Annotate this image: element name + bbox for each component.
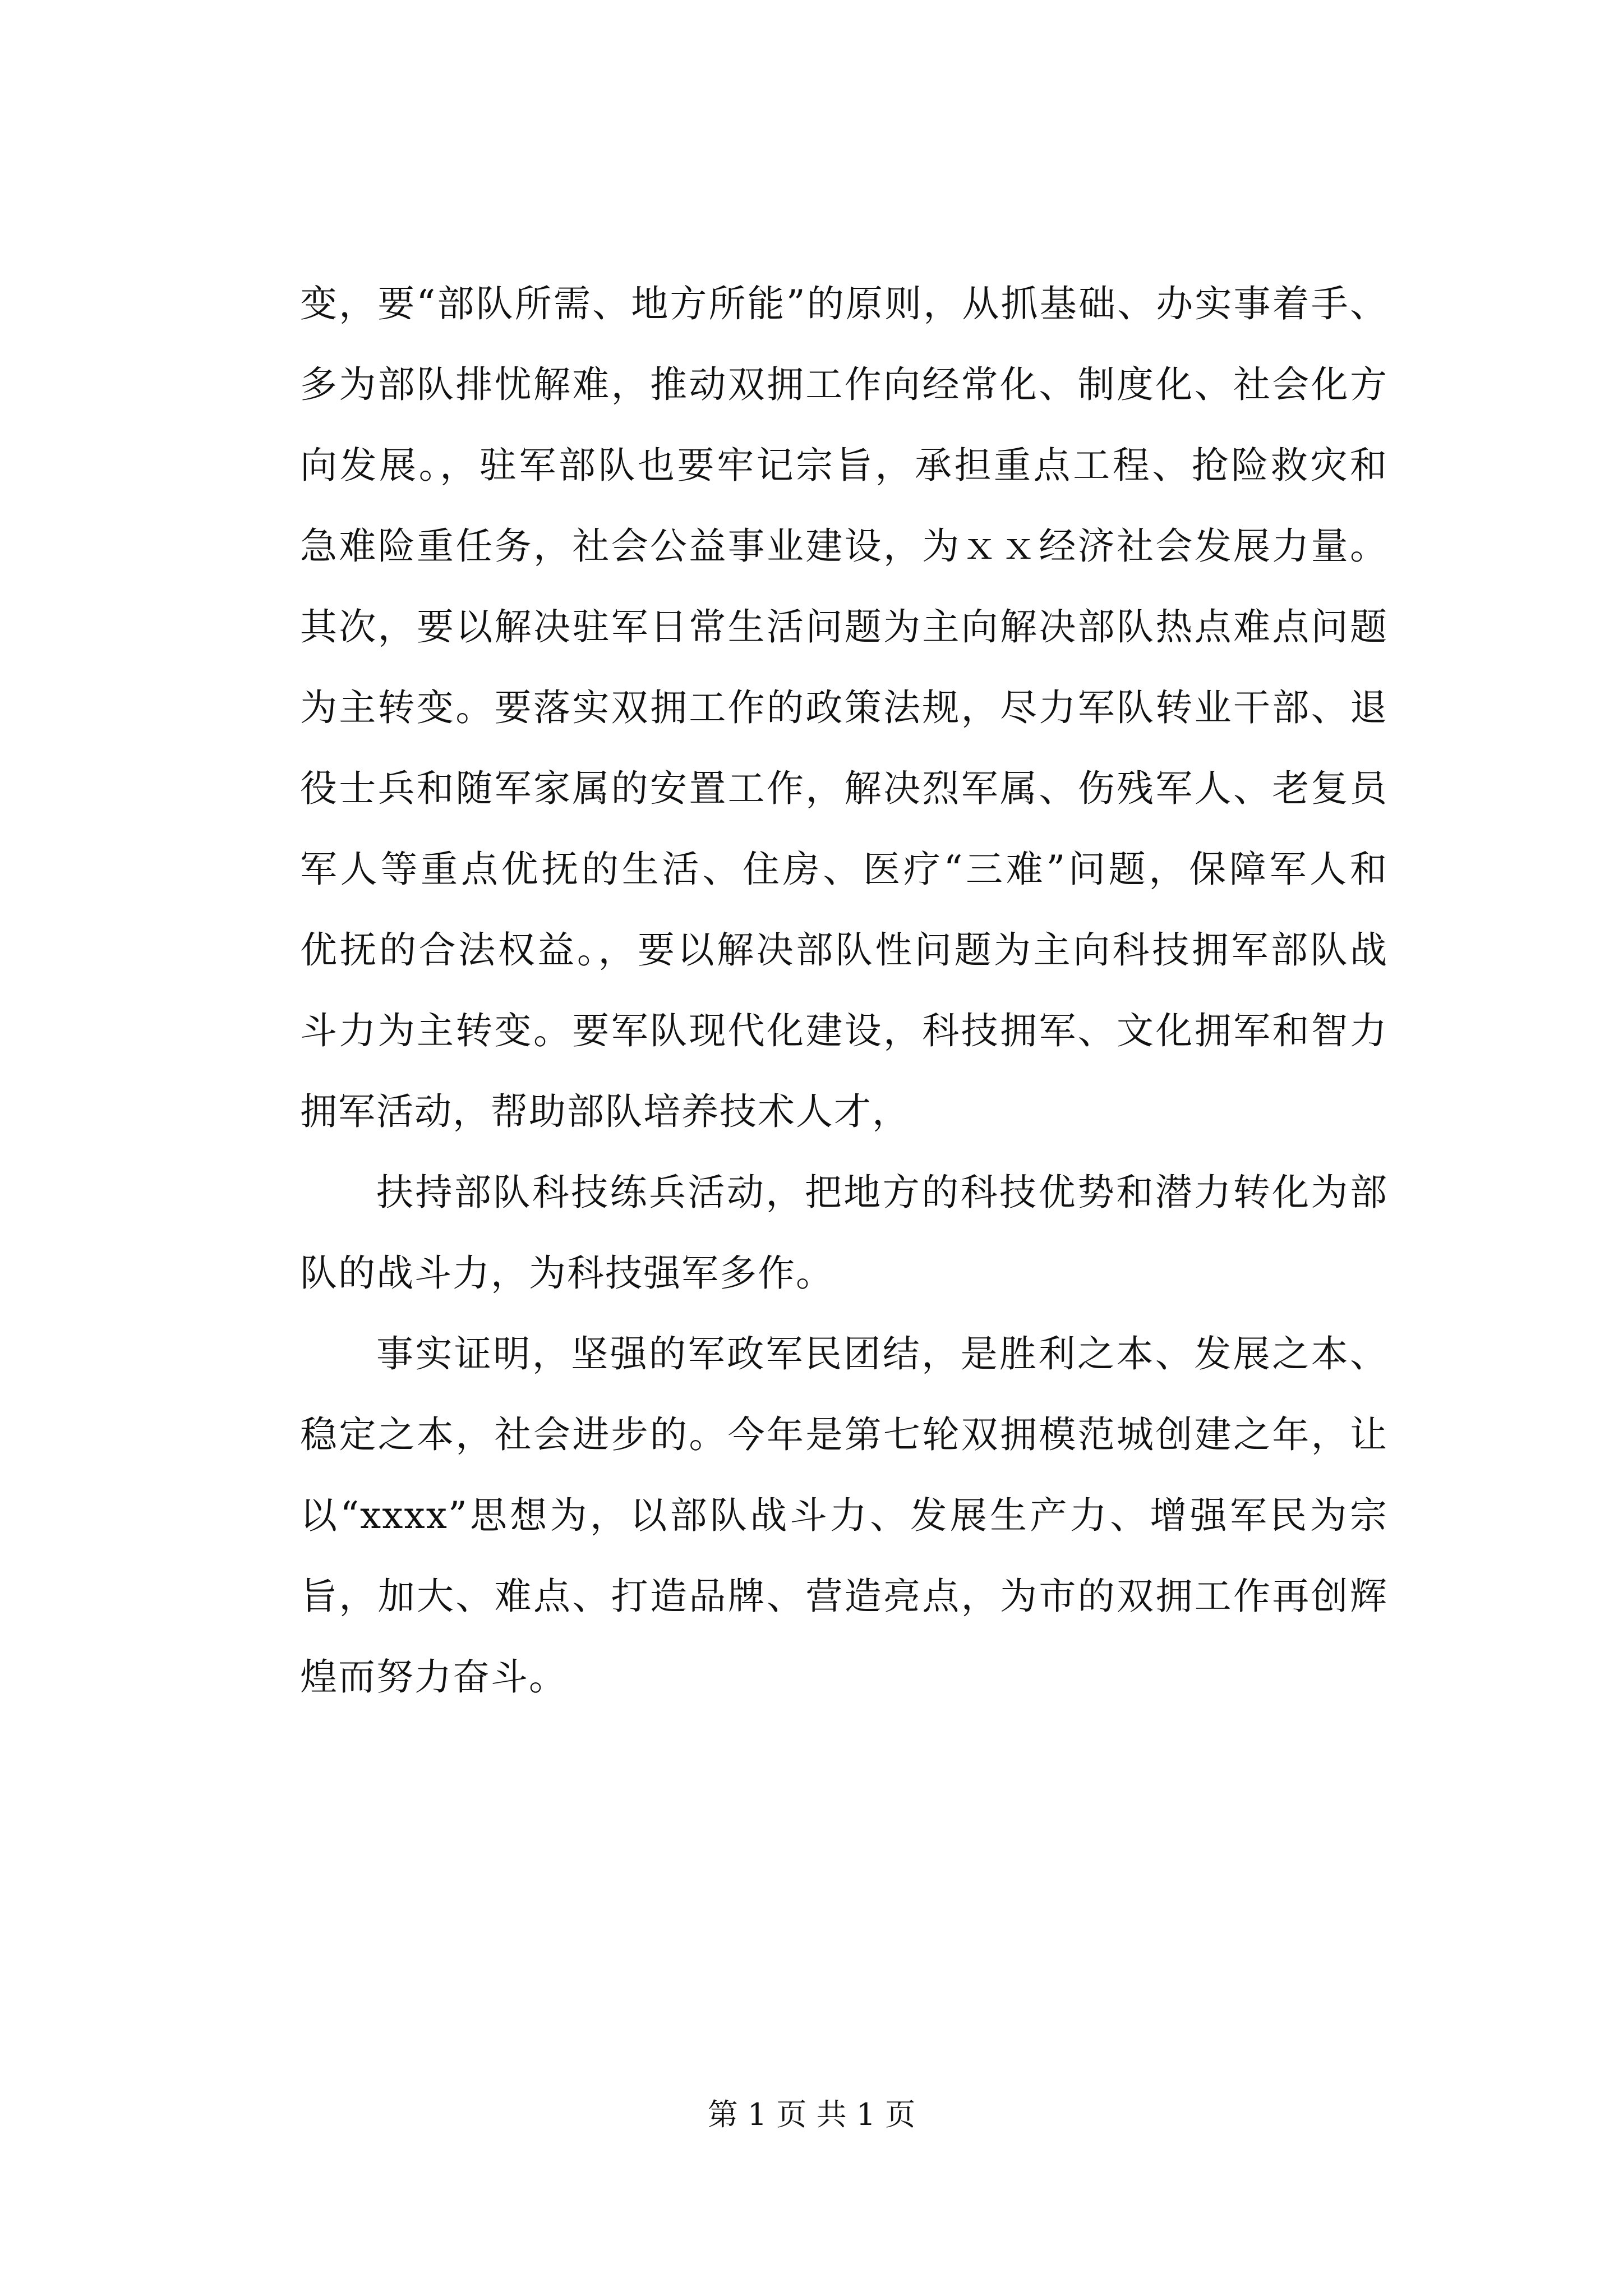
text-line: 多为部队排忧解难，推动双拥工作向经常化、制度化、社会化方 [300, 363, 1388, 406]
page-footer: 第 1 页 共 1 页 [707, 2097, 916, 2132]
paragraph-2 [300, 1152, 1388, 1314]
text-line: 事实证明，坚强的军政军民团结，是胜利之本、发展之本、 [376, 1332, 1388, 1375]
text-line: 其次，要以解决驻军日常生活问题为主向解决部队热点难点问题 [300, 605, 1388, 648]
text-line: 军人等重点优抚的生活、住房、医疗“三难”问题，保障军人和 [300, 848, 1388, 891]
text-line: 队的战斗力，为科技强军多作。 [300, 1251, 834, 1295]
text-line: 斗力为主转变。要军队现代化建设，科技拥军、文化拥军和智力 [300, 1009, 1388, 1052]
text-line: 拥军活动，帮助部队培养技术人才， [300, 1090, 910, 1133]
paragraph-1 [300, 264, 1388, 1152]
text-line: 以“xxxx”思想为，以部队战斗力、发展生产力、增强军民为宗 [300, 1494, 1388, 1537]
text-line: 为主转变。要落实双拥工作的政策法规，尽力军队转业干部、退 [300, 686, 1388, 729]
text-line: 急难险重任务，社会公益事业建设，为ｘｘ经济社会发展力量。 [300, 524, 1388, 568]
text-line: 变，要“部队所需、地方所能”的原则，从抓基础、办实事着手、 [300, 282, 1388, 325]
text-line: 稳定之本，社会进步的。今年是第七轮双拥模范城创建之年，让 [300, 1413, 1388, 1456]
paragraph-3 [300, 1314, 1388, 1718]
text-line: 扶持部队科技练兵活动，把地方的科技优势和潜力转化为部 [376, 1171, 1388, 1214]
text-line: 役士兵和随军家属的安置工作，解决烈军属、伤残军人、老复员 [300, 767, 1388, 810]
document-body [300, 264, 1388, 1718]
text-line: 煌而努力奋斗。 [300, 1655, 567, 1699]
text-line: 优抚的合法权益。，要以解决部队性问题为主向科技拥军部队战 [300, 928, 1388, 972]
text-line: 向发展。，驻军部队也要牢记宗旨，承担重点工程、抢险救灾和 [300, 444, 1388, 487]
text-line: 旨，加大、难点、打造品牌、营造亮点，为市的双拥工作再创辉 [300, 1575, 1388, 1618]
